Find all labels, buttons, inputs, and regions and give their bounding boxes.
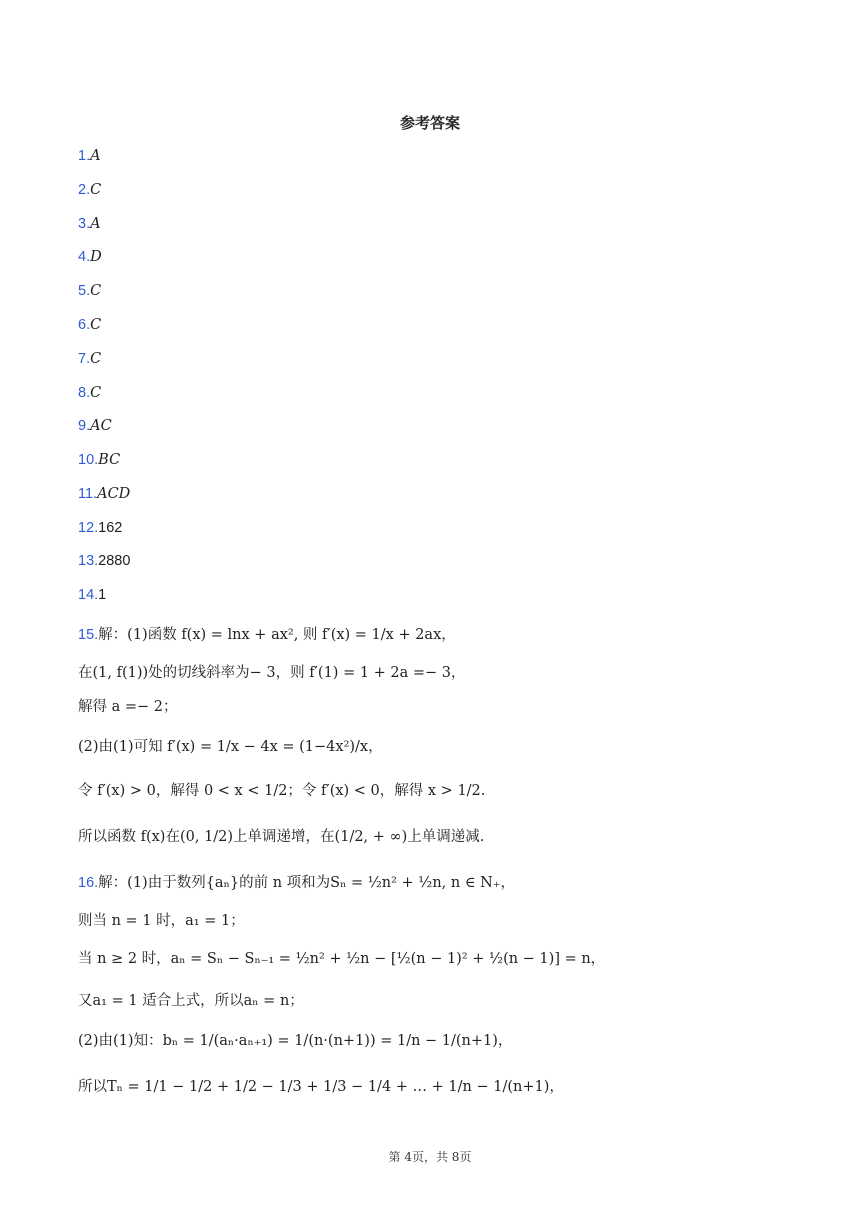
question-number: 2. xyxy=(78,182,91,198)
question-number: 1. xyxy=(78,148,91,164)
answer-value: C xyxy=(90,182,102,198)
answer-item xyxy=(78,246,102,268)
answer-item xyxy=(78,517,122,539)
answer-item xyxy=(78,280,101,302)
answer-item xyxy=(78,415,112,437)
solution-text: 解：(1)函数 f(x) = lnx + ax², 则 f′(x) = 1/x + 2ax， xyxy=(98,627,456,643)
question-number: 16. xyxy=(78,875,99,891)
solution-line xyxy=(78,948,605,970)
answer-item xyxy=(78,584,106,606)
solution-line xyxy=(78,624,456,646)
solution-line xyxy=(78,1076,564,1098)
solution-text: 所以Tₙ = 1/1 − 1/2 + 1/2 − 1/3 + 1/3 − 1/4 + … + 1/n − 1/(n+1)， xyxy=(78,1079,564,1095)
answer-item xyxy=(78,314,101,336)
answer-value: C xyxy=(90,385,102,401)
solution-line xyxy=(78,780,485,802)
question-number: 14. xyxy=(78,587,99,603)
answer-value: 162 xyxy=(98,520,123,536)
question-number: 3. xyxy=(78,216,91,232)
question-number: 6. xyxy=(78,317,91,333)
question-number: 10. xyxy=(78,452,99,468)
answer-value: A xyxy=(90,216,101,232)
solution-line xyxy=(78,1030,512,1052)
question-number: 7. xyxy=(78,351,91,367)
answer-value: A xyxy=(90,148,101,164)
question-number: 8. xyxy=(78,385,91,401)
question-number: 11. xyxy=(78,486,98,502)
answer-item xyxy=(78,483,130,505)
solution-text: 则当 n = 1 时，a₁ = 1； xyxy=(78,913,245,929)
answer-item xyxy=(78,382,101,404)
answer-item xyxy=(78,213,101,235)
solution-line xyxy=(78,662,466,684)
question-number: 15. xyxy=(78,627,99,643)
answer-item xyxy=(78,550,130,572)
answer-value: D xyxy=(90,249,102,265)
solution-text: (2)由(1)知：bₙ = 1/(aₙ·aₙ₊₁) = 1/(n·(n+1)) = 1/n − 1/(n+1)， xyxy=(78,1033,513,1049)
answer-item xyxy=(78,449,120,471)
answer-value: 1 xyxy=(98,587,107,603)
answer-value: C xyxy=(90,283,102,299)
answer-value: BC xyxy=(98,452,121,468)
answer-value: AC xyxy=(90,418,112,434)
answer-value: ACD xyxy=(97,486,131,502)
solution-line xyxy=(78,696,178,718)
question-number: 12. xyxy=(78,520,99,536)
solution-text: 令 f′(x) > 0，解得 0 < x < 1/2；令 f′(x) < 0，解得 x > 1/2. xyxy=(78,783,486,799)
question-number: 5. xyxy=(78,283,91,299)
page-footer: 第 4页，共 8页 xyxy=(388,1150,472,1164)
answer-value: C xyxy=(90,351,102,367)
solution-line xyxy=(78,736,383,758)
solution-text: 当 n ≥ 2 时，aₙ = Sₙ − Sₙ₋₁ = ½n² + ½n − [½(n − 1)² + ½(n − 1)] = n， xyxy=(78,951,606,967)
solution-text: 解：(1)由于数列{aₙ}的前 n 项和为Sₙ = ½n² + ½n, n ∈ N₊， xyxy=(98,875,516,891)
question-number: 9. xyxy=(78,418,91,434)
solution-line xyxy=(78,826,484,848)
solution-text: 所以函数 f(x)在(0, 1/2)上单调递增，在(1/2, + ∞)上单调递减. xyxy=(78,829,485,845)
answer-value: C xyxy=(90,317,102,333)
solution-text: 在(1, f(1))处的切线斜率为− 3，则 f′(1) = 1 + 2a =− 3， xyxy=(78,665,466,681)
solution-text: 又a₁ = 1 适合上式，所以aₙ = n； xyxy=(78,993,304,1009)
answer-item xyxy=(78,145,101,167)
solution-text: 解得 a =− 2； xyxy=(78,699,178,715)
answer-item xyxy=(78,179,101,201)
solution-line xyxy=(78,872,515,894)
question-number: 13. xyxy=(78,553,99,569)
solution-line xyxy=(78,910,245,932)
answer-value: 2880 xyxy=(98,553,131,569)
question-number: 4. xyxy=(78,249,91,265)
solution-line xyxy=(78,990,304,1012)
solution-text: (2)由(1)可知 f′(x) = 1/x − 4x = (1−4x²)/x， xyxy=(78,739,383,755)
page-title: 参考答案 xyxy=(399,114,460,132)
answer-item xyxy=(78,348,101,370)
